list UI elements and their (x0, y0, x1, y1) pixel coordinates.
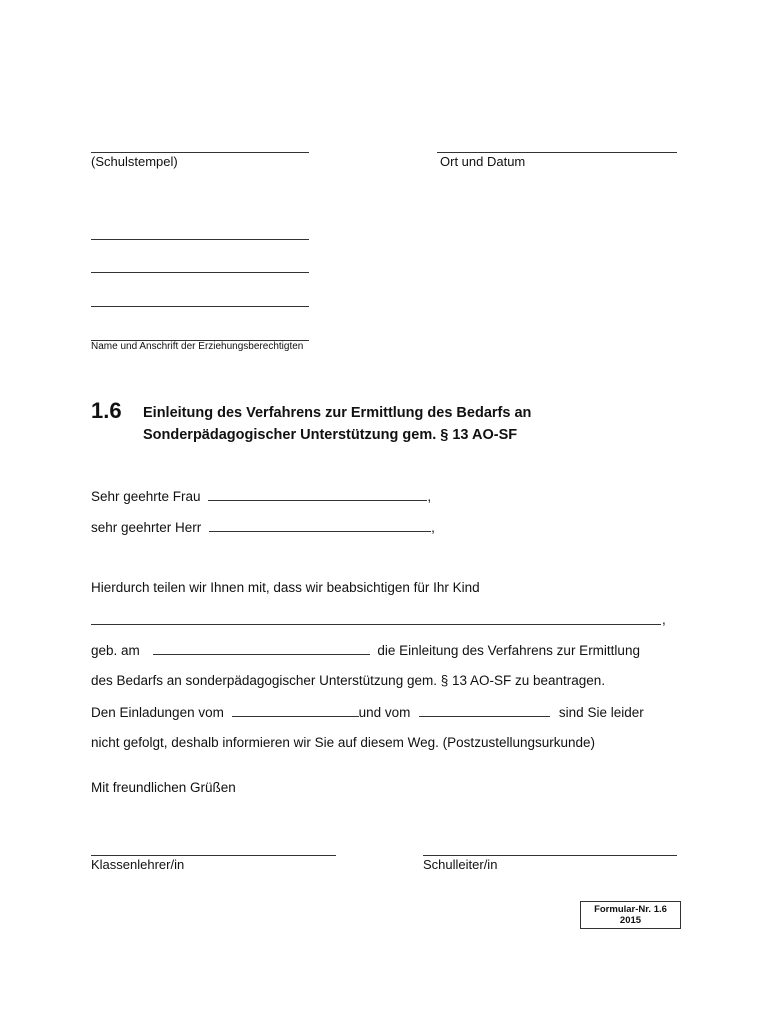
invite-middle: und vom (358, 705, 411, 720)
invite-date-1-field[interactable] (232, 704, 359, 717)
salutation-frau (91, 488, 431, 504)
child-name-line[interactable] (91, 624, 661, 625)
salutation-frau-field[interactable] (208, 488, 427, 501)
form-number-year: 2015 (619, 915, 642, 926)
closing-text: Mit freundlichen Grüßen (91, 780, 236, 795)
born-date-field[interactable] (153, 642, 370, 655)
invite-suffix: sind Sie leider (558, 705, 644, 720)
section-title-line2: Sonderpädagogischer Unterstützung gem. § 13 AO-SF (143, 427, 518, 443)
address-label: Name und Anschrift der Erziehungsberechtigten (91, 341, 304, 352)
salutation-herr-label: sehr geehrter Herr (91, 520, 202, 535)
section-title-line1: Einleitung des Verfahrens zur Ermittlung des Bedarfs an (143, 405, 532, 421)
body-line-5: nicht gefolgt, deshalb informieren wir Sie auf diesem Weg. (Postzustellungsurkunde) (91, 735, 596, 750)
body-line-3: des Bedarfs an sonderpädagogischer Unterstützung gem. § 13 AO-SF zu beantragen. (91, 673, 606, 688)
invite-prefix: Den Einladungen vom (91, 705, 224, 720)
born-row (91, 642, 640, 658)
invite-date-2-field[interactable] (419, 704, 550, 717)
school-stamp-label: (Schulstempel) (91, 154, 178, 169)
salutation-herr-field[interactable] (209, 519, 431, 532)
principal-signature-line[interactable] (423, 855, 677, 856)
salutation-herr (91, 519, 435, 535)
address-line-2[interactable] (91, 272, 309, 273)
teacher-signature-line[interactable] (91, 855, 336, 856)
address-line-1[interactable] (91, 239, 309, 240)
section-number: 1.6 (91, 398, 122, 423)
school-stamp-line[interactable] (91, 152, 309, 153)
invite-row (91, 704, 644, 720)
salutation-frau-label: Sehr geehrte Frau (91, 489, 201, 504)
salutation-frau-comma: , (427, 489, 432, 504)
principal-label: Schulleiter/in (423, 857, 498, 872)
place-date-label: Ort und Datum (440, 154, 526, 169)
form-number-box (580, 901, 681, 929)
form-number-label: Formular-Nr. 1.6 (594, 904, 667, 915)
child-name-comma: , (662, 612, 666, 627)
place-date-line[interactable] (437, 152, 677, 153)
born-suffix: die Einleitung des Verfahrens zur Ermittlung (377, 643, 640, 658)
salutation-herr-comma: , (431, 520, 435, 535)
born-prefix: geb. am (91, 643, 140, 658)
address-line-3[interactable] (91, 306, 309, 307)
intro-text: Hierdurch teilen wir Ihnen mit, dass wir beabsichtigen für Ihr Kind (91, 580, 480, 595)
teacher-label: Klassenlehrer/in (91, 857, 185, 872)
